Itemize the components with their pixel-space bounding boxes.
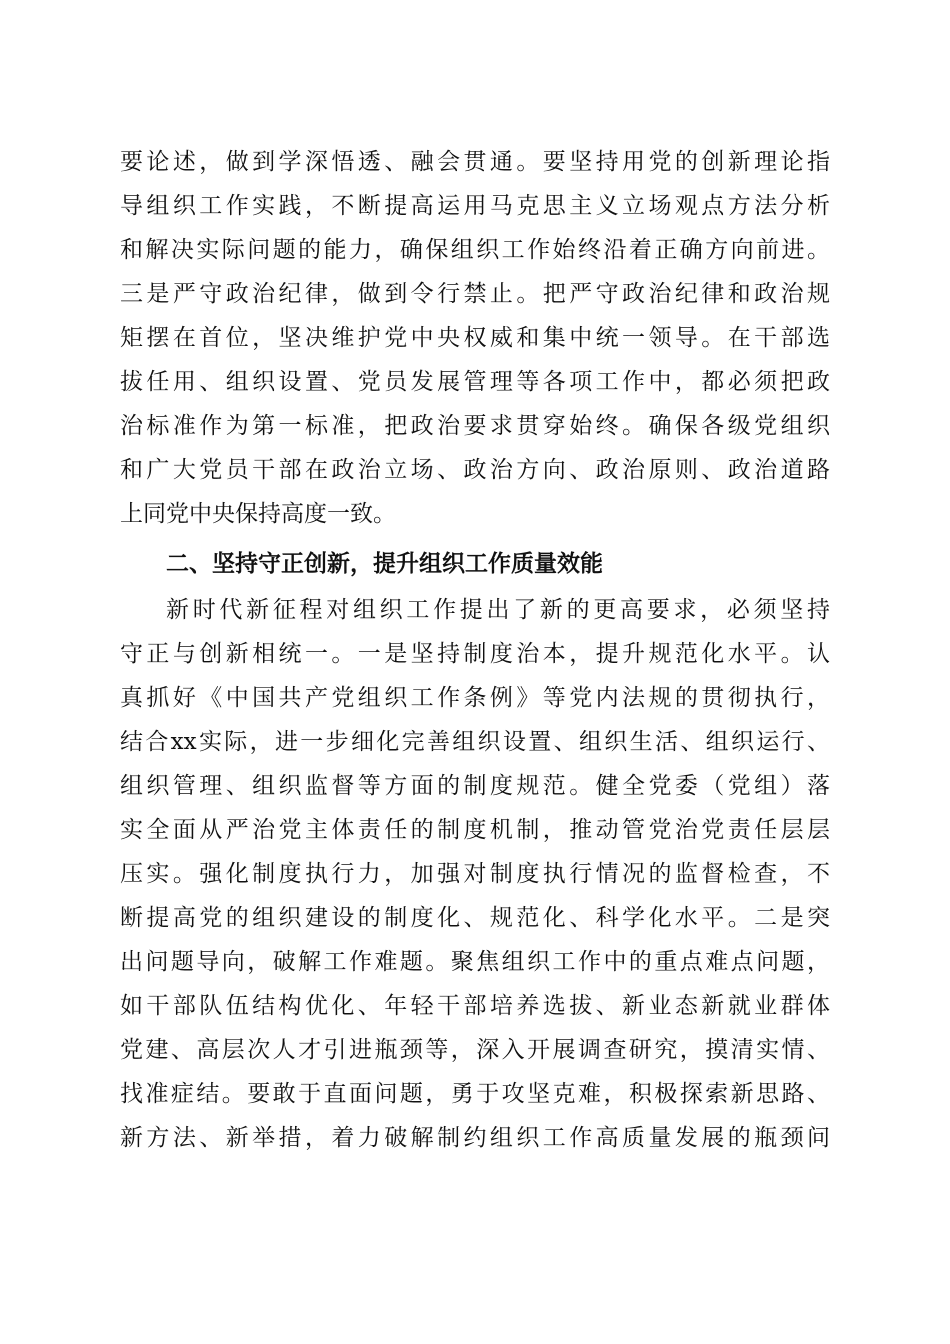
body-line-22: 新方法、新举措，着力破解制约组织工作高质量发展的瓶颈问	[120, 1125, 830, 1151]
body-line-21: 找准症结。要敢于直面问题，勇于攻坚克难，积极探索新思路、	[120, 1081, 830, 1107]
body-line-17: 断提高党的组织建设的制度化、规范化、科学化水平。二是突	[120, 905, 830, 931]
body-line-10: 新时代新征程对组织工作提出了新的更高要求，必须坚持	[166, 597, 830, 623]
body-line-13: 结合xx实际，进一步细化完善组织设置、组织生活、组织运行、	[120, 729, 830, 755]
body-line-5: 矩摆在首位，坚决维护党中央权威和集中统一领导。在干部选	[120, 325, 830, 351]
body-line-11: 守正与创新相统一。一是坚持制度治本，提升规范化水平。认	[120, 641, 830, 667]
body-line-16: 压实。强化制度执行力，加强对制度执行情况的监督检查，不	[120, 861, 830, 887]
section-heading: 二、坚持守正创新，提升组织工作质量效能	[166, 551, 603, 577]
body-line-1: 要论述，做到学深悟透、融会贯通。要坚持用党的创新理论指	[120, 149, 830, 175]
body-line-20: 党建、高层次人才引进瓶颈等，深入开展调查研究，摸清实情、	[120, 1037, 830, 1063]
body-line-3: 和解决实际问题的能力，确保组织工作始终沿着正确方向前进。	[120, 237, 830, 263]
body-line-6: 拔任用、组织设置、党员发展管理等各项工作中，都必须把政	[120, 369, 830, 395]
body-line-18: 出问题导向，破解工作难题。聚焦组织工作中的重点难点问题，	[120, 949, 830, 975]
body-line-7: 治标准作为第一标准，把政治要求贯穿始终。确保各级党组织	[120, 413, 830, 439]
body-line-12: 真抓好《中国共产党组织工作条例》等党内法规的贯彻执行，	[120, 685, 830, 711]
body-line-8: 和广大党员干部在政治立场、政治方向、政治原则、政治道路	[120, 457, 830, 483]
body-line-2: 导组织工作实践，不断提高运用马克思主义立场观点方法分析	[120, 193, 830, 219]
body-line-14: 组织管理、组织监督等方面的制度规范。健全党委（党组）落	[120, 773, 830, 799]
body-line-4: 三是严守政治纪律，做到令行禁止。把严守政治纪律和政治规	[120, 281, 830, 307]
body-line-9: 上同党中央保持高度一致。	[120, 501, 396, 527]
body-line-19: 如干部队伍结构优化、年轻干部培养选拔、新业态新就业群体	[120, 993, 830, 1019]
body-line-15: 实全面从严治党主体责任的制度机制，推动管党治党责任层层	[120, 817, 830, 843]
